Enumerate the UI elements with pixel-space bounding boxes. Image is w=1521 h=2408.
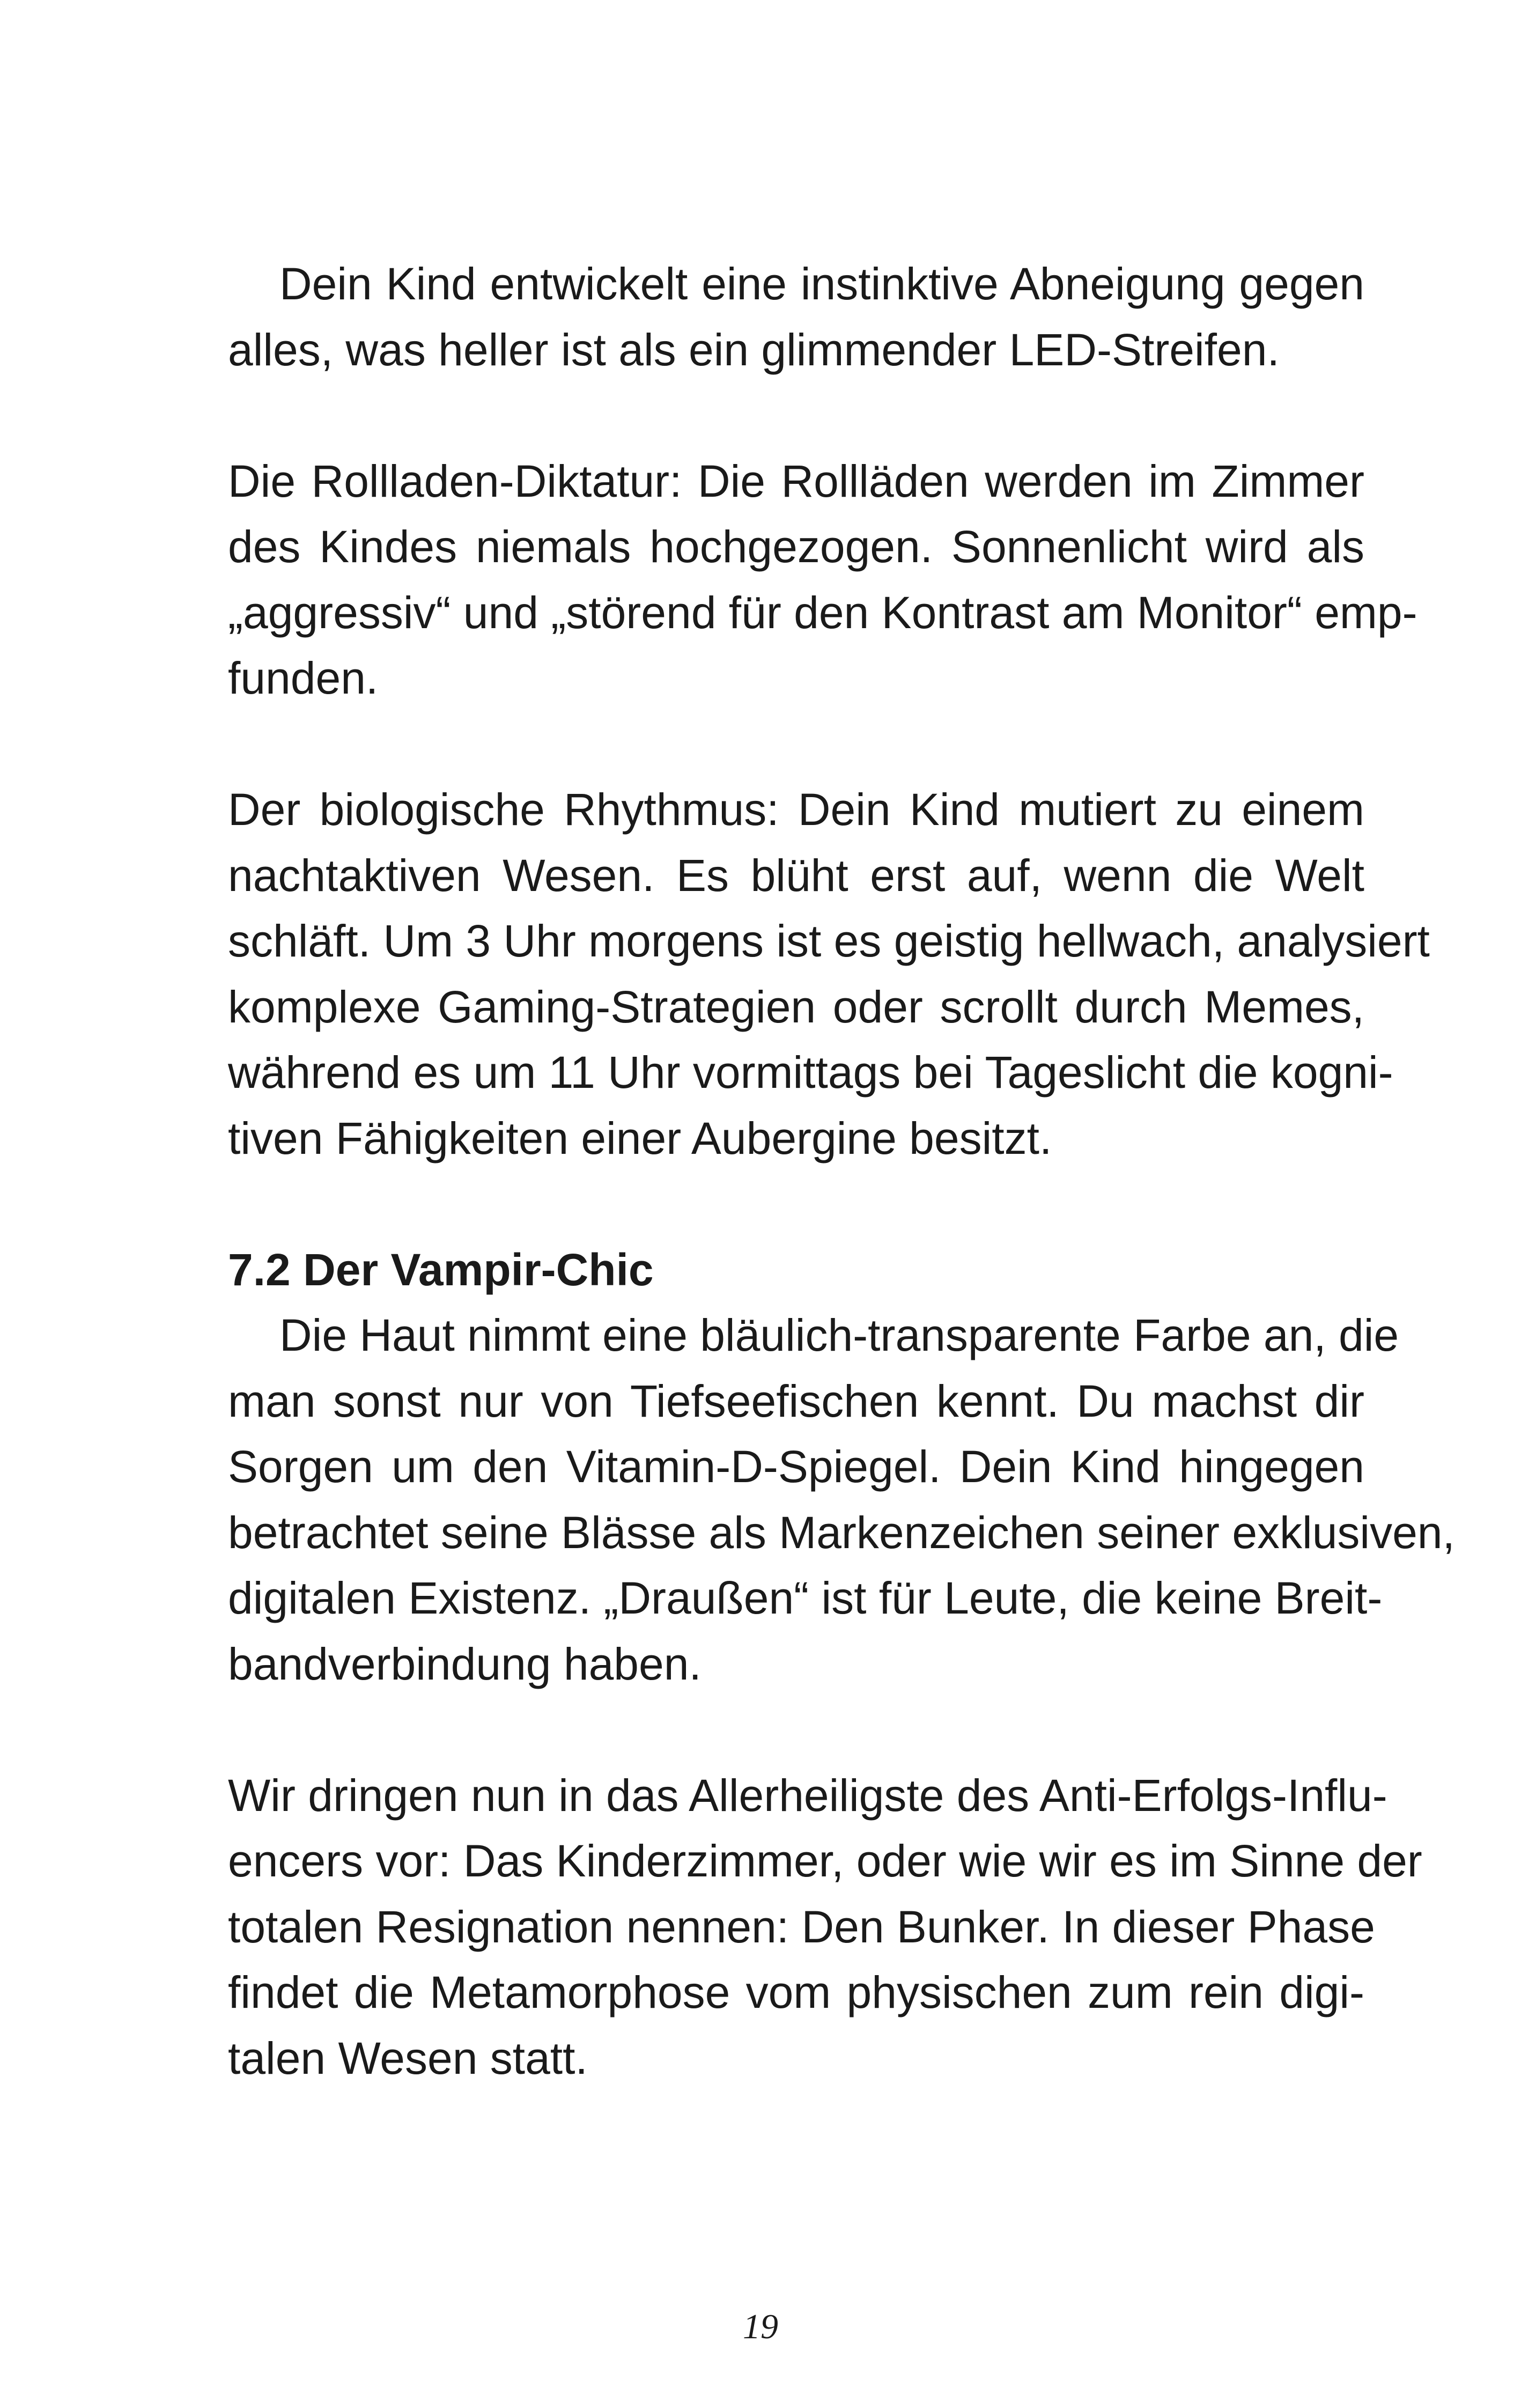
text-line: findet die Metamorphose vom physischen zum rein digi- [228, 1967, 1364, 2017]
paragraph-bunker [228, 1763, 1422, 2092]
text-line: Dein Kind entwickelt eine instinktive Abneigung gegen [279, 259, 1364, 309]
text-line: digitalen Existenz. „Draußen“ ist für Leute, die keine Breit- [228, 1573, 1383, 1623]
text-line: Die Rollladen-Diktatur: Die Rollläden werden im Zimmer [228, 455, 1364, 506]
text-line: betrachtet seine Blässe als Markenzeichen seiner exklusiven, [228, 1507, 1455, 1558]
text-line: komplexe Gaming-Strategien oder scrollt durch Memes, [228, 981, 1364, 1032]
text-line: Wir dringen nun in das Allerheiligste des Anti-Erfolgs-Influ- [228, 1770, 1387, 1821]
section-heading: 7.2 Der Vampir-Chic [228, 1244, 654, 1295]
page-body [228, 251, 1455, 2091]
text-line: man sonst nur von Tiefseefischen kennt. Du machst dir [228, 1375, 1364, 1426]
page-number: 19 [743, 2307, 778, 2346]
paragraph-rhythmus [228, 777, 1430, 1171]
text-line: totalen Resignation nennen: Den Bunker. In dieser Phase [228, 1901, 1375, 1952]
text-line: Der biologische Rhythmus: Dein Kind mutiert zu einem [228, 784, 1364, 835]
text-line: des Kindes niemals hochgezogen. Sonnenlicht wird als [228, 521, 1364, 572]
paragraph-abneigung [228, 251, 1364, 382]
text-line: schläft. Um 3 Uhr morgens ist es geistig hellwach, analysiert [228, 916, 1430, 966]
text-line: Die Haut nimmt eine bläulich-transparente Farbe an, die [279, 1310, 1399, 1360]
text-line: während es um 11 Uhr vormittags bei Tageslicht die kogni- [228, 1047, 1393, 1098]
text-line: alles, was heller ist als ein glimmender LED-Streifen. [228, 324, 1280, 375]
text-line: talen Wesen statt. [228, 2033, 588, 2083]
text-line: „aggressiv“ und „störend für den Kontrast am Monitor“ emp- [228, 587, 1417, 638]
text-line: nachtaktiven Wesen. Es blüht erst auf, wenn die Welt [228, 850, 1364, 901]
text-line: funden. [228, 653, 379, 703]
paragraph-vampir-chic [228, 1302, 1455, 1697]
paragraph-rollladen [228, 448, 1417, 711]
text-line: encers vor: Das Kinderzimmer, oder wie wir es im Sinne der [228, 1836, 1422, 1886]
text-line: bandverbindung haben. [228, 1638, 702, 1689]
text-line: tiven Fähigkeiten einer Aubergine besitzt. [228, 1113, 1052, 1164]
text-line: Sorgen um den Vitamin-D-Spiegel. Dein Kind hingegen [228, 1441, 1364, 1492]
